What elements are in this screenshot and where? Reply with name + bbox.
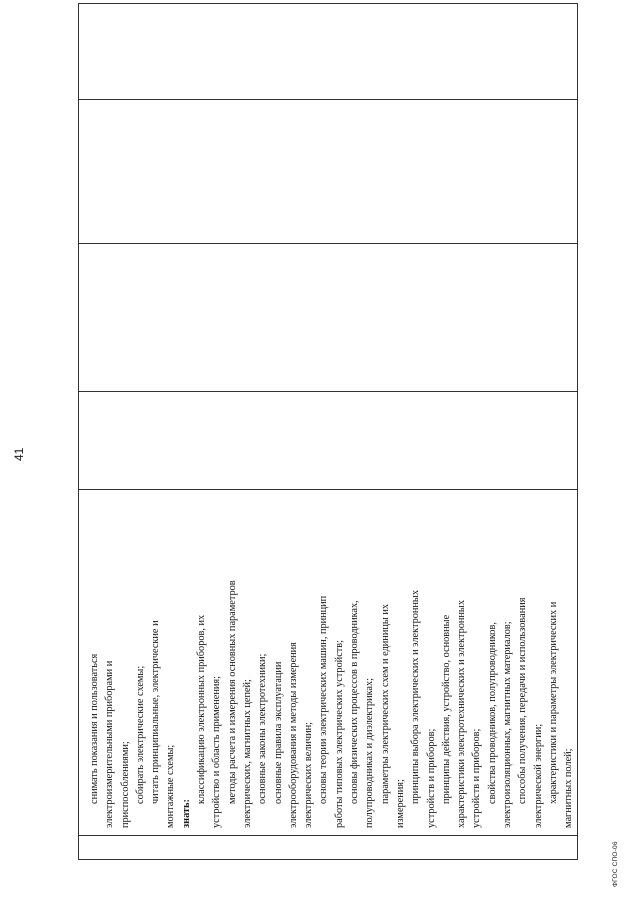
content-line: монтажные схемы;: [165, 744, 177, 828]
content-line: свойства проводников, полупроводников,: [486, 622, 498, 804]
content-line: электрических, магнитных цепей;: [241, 679, 253, 828]
content-line: электрических величин;: [303, 722, 315, 828]
content-line: снимать показания и пользоваться: [89, 653, 100, 804]
footer-code: ФГОС СПО-06: [612, 841, 619, 887]
content-line: электрооборудования и методы измерения: [287, 642, 299, 828]
content-line: методы расчета и измерения основных параметров: [226, 580, 238, 804]
empty-cell-3: [79, 100, 578, 244]
empty-cell-4: [79, 4, 578, 100]
content-line: работы типовых электрических устройств;: [333, 640, 345, 828]
empty-cell-2: [79, 244, 578, 392]
section-heading: знать:: [180, 799, 192, 828]
content-line: основы физических процессов в проводниках,: [349, 600, 361, 804]
competency-table: [78, 3, 578, 860]
content-line: измерения;: [394, 779, 406, 828]
content-line: устройств и приборов;: [425, 728, 437, 828]
content-line: основы теории электрических машин, принцип: [318, 595, 330, 804]
content-line: параметры электрических схем и единицы их: [379, 604, 391, 804]
content-line: классификацию электронных приборов, их: [196, 614, 208, 804]
content-cell: [79, 490, 578, 836]
content-line: собирать электрические схемы;: [134, 665, 146, 804]
content-line: принципы действия, устройство, основные: [440, 614, 452, 804]
content-line: полупроводниках и диэлектриках;: [364, 677, 376, 828]
content-line: устройств и приборов;: [471, 728, 483, 828]
page-number: 41: [12, 447, 26, 461]
content-line: электроизоляционных, магнитных материалов;: [502, 621, 514, 828]
content-line: читать принципиальные, электрические и: [150, 620, 162, 804]
content-line: приспособлениями;: [119, 741, 131, 828]
content-text: [79, 490, 577, 835]
content-line: характеристики и параметры электрических и: [547, 601, 559, 804]
content-line: основные правила эксплуатации: [272, 661, 284, 804]
table-row: [79, 4, 578, 860]
content-line: характеристики электротехнических и электронных: [456, 600, 468, 828]
index-cell: [79, 836, 578, 860]
content-line: основные законы электротехники;: [257, 653, 269, 804]
empty-cell-1: [79, 392, 578, 490]
content-line: принципы выбора электрических и электронных: [410, 590, 422, 804]
content-line: магнитных полей;: [563, 748, 575, 828]
content-line: устройство и область применения;: [211, 676, 223, 828]
content-line: электроизмерительными приборами и: [104, 660, 116, 828]
content-line: способы получения, передачи и использования: [517, 597, 529, 804]
content-line: электрической энергии;: [532, 723, 544, 828]
